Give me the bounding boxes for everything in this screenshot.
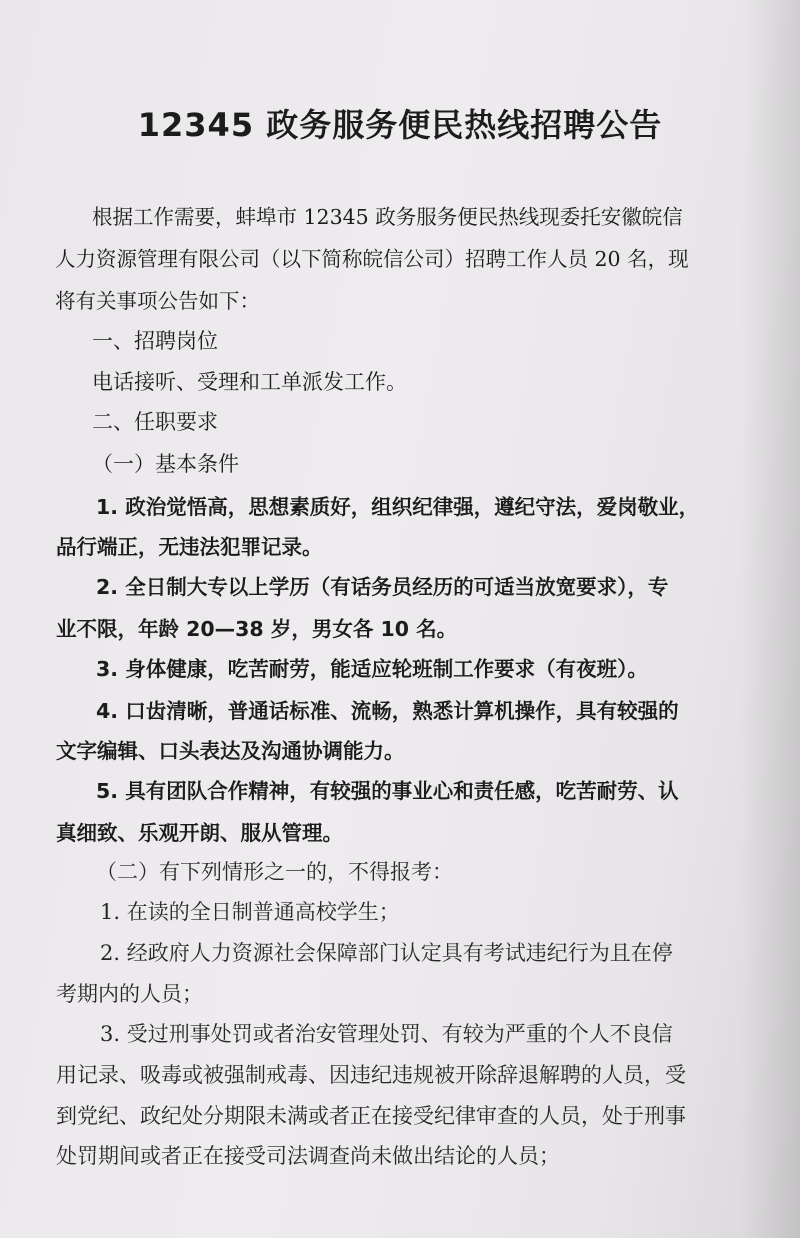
condition-4-line-1: 4. 口齿清晰，普通话标准、流畅，熟悉计算机操作，具有较强的 bbox=[96, 699, 679, 723]
document-title: 12345 政务服务便民热线招聘公告 bbox=[137, 106, 663, 144]
section-2-heading: 二、任职要求 bbox=[92, 410, 218, 434]
disqualification-2-line-2: 考期内的人员； bbox=[56, 982, 203, 1006]
condition-1-line-1: 1. 政治觉悟高，思想素质好，组织纪律强，遵纪守法，爱岗敬业， bbox=[96, 495, 700, 519]
condition-3-line-1: 3. 身体健康，吃苦耐劳，能适应轮班制工作要求（有夜班）。 bbox=[96, 657, 648, 681]
condition-5-line-1: 5. 具有团队合作精神，有较强的事业心和责任感，吃苦耐劳、认 bbox=[96, 779, 679, 803]
subsection-basic-conditions: （一）基本条件 bbox=[92, 452, 239, 476]
intro-line-1: 根据工作需要，蚌埠市 12345 政务服务便民热线现委托安徽皖信 bbox=[92, 205, 683, 229]
disqualification-3-line-4: 处罚期间或者正在接受司法调查尚未做出结论的人员； bbox=[56, 1144, 560, 1168]
page-shadow bbox=[740, 0, 800, 1238]
intro-line-2: 人力资源管理有限公司（以下简称皖信公司）招聘工作人员 20 名，现 bbox=[55, 247, 689, 271]
subsection-disqualifications: （二）有下列情形之一的，不得报考： bbox=[96, 860, 453, 884]
disqualification-1-line-1: 1. 在读的全日制普通高校学生； bbox=[100, 900, 400, 924]
disqualification-3-line-1: 3. 受过刑事处罚或者治安管理处罚、有较为严重的个人不良信 bbox=[100, 1022, 673, 1046]
intro-line-3: 将有关事项公告如下： bbox=[55, 289, 260, 313]
disqualification-3-line-2: 用记录、吸毒或被强制戒毒、因违纪违规被开除辞退解聘的人员，受 bbox=[56, 1063, 686, 1087]
condition-4-line-2: 文字编辑、口头表达及沟通协调能力。 bbox=[56, 739, 405, 763]
condition-2-line-1: 2. 全日制大专以上学历（有话务员经历的可适当放宽要求），专 bbox=[96, 575, 669, 599]
disqualification-2-line-1: 2. 经政府人力资源社会保障部门认定具有考试违纪行为且在停 bbox=[100, 941, 673, 965]
condition-2-line-2: 业不限，年龄 20—38 岁，男女各 10 名。 bbox=[56, 617, 458, 641]
condition-1-line-2: 品行端正，无违法犯罪记录。 bbox=[56, 535, 323, 559]
condition-5-line-2: 真细致、乐观开朗、服从管理。 bbox=[56, 821, 343, 845]
section-1-body: 电话接听、受理和工单派发工作。 bbox=[92, 370, 407, 394]
disqualification-3-line-3: 到党纪、政纪处分期限未满或者正在接受纪律审查的人员，处于刑事 bbox=[56, 1104, 686, 1128]
section-1-heading: 一、招聘岗位 bbox=[92, 329, 218, 353]
